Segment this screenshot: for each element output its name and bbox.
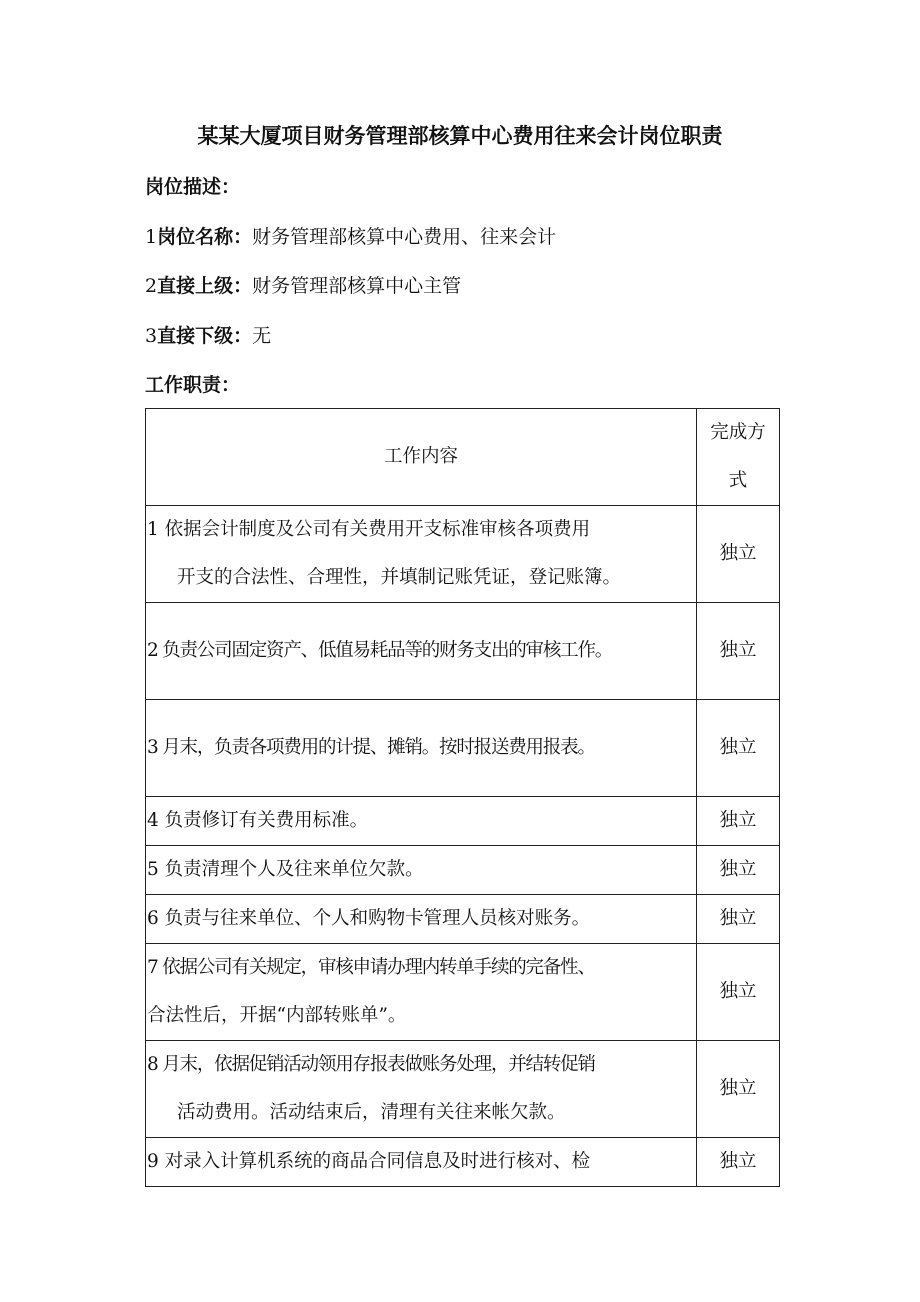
- duty-mode: 独立: [697, 895, 780, 944]
- duty-content: [146, 603, 697, 700]
- duty-mode: 独立: [697, 603, 780, 700]
- info-label: 直接下级：: [157, 325, 253, 347]
- table-row: [146, 700, 780, 797]
- info-number: 2: [145, 275, 158, 297]
- document-title: 某某大厦项目财务管理部核算中心费用往来会计岗位职责: [197, 124, 723, 148]
- info-row-direct-subordinate: [145, 321, 271, 351]
- duty-content: [146, 944, 697, 1041]
- header-work-content: 工作内容: [146, 409, 697, 506]
- info-value: 财务管理部核算中心费用、往来会计: [252, 226, 557, 248]
- table-header-row: [146, 409, 780, 506]
- duty-line: 8 月末，依据促销活动领用存报表做账务处理，并结转促销: [147, 1054, 595, 1075]
- duty-mode: 独立: [697, 846, 780, 895]
- duty-line: 活动费用。活动结束后，清理有关往来帐欠款。: [177, 1102, 566, 1123]
- duty-line: 1 依据会计制度及公司有关费用开支标准审核各项费用: [147, 519, 591, 540]
- table-row: [146, 1138, 780, 1187]
- duty-content: [146, 895, 697, 944]
- duty-mode: 独立: [697, 1041, 780, 1138]
- info-value: 财务管理部核算中心主管: [252, 275, 462, 297]
- info-value: 无: [252, 325, 272, 347]
- header-mode-line2: 式: [728, 470, 748, 491]
- description-heading: 岗位描述：: [145, 176, 241, 198]
- duty-line: 3 月末，负责各项费用的计提、摊销。按时报送费用报表。: [147, 737, 595, 758]
- duty-mode: 独立: [697, 1138, 780, 1187]
- duty-mode: 独立: [697, 797, 780, 846]
- duty-content: [146, 506, 697, 603]
- header-mode-line1: 完成方: [710, 422, 766, 443]
- duty-content: [146, 846, 697, 895]
- table-row: [146, 846, 780, 895]
- duty-line: 9 对录入计算机系统的商品合同信息及时进行核对、检: [147, 1151, 591, 1172]
- duty-mode: 独立: [697, 700, 780, 797]
- duty-content: [146, 797, 697, 846]
- duty-content: [146, 1041, 697, 1138]
- duty-line: 合法性后，开据“内部转账单”。: [147, 1005, 407, 1026]
- duty-mode: 独立: [697, 944, 780, 1041]
- duty-line: 6 负责与往来单位、个人和购物卡管理人员核对账务。: [147, 908, 591, 929]
- duty-line: 5 负责清理个人及往来单位欠款。: [147, 859, 424, 880]
- info-number: 3: [145, 325, 158, 347]
- duty-line: 7 依据公司有关规定，审核申请办理内转单手续的完备性、: [147, 957, 595, 978]
- duty-content: [146, 1138, 697, 1187]
- info-label: 直接上级：: [157, 275, 253, 297]
- table-row: [146, 603, 780, 700]
- table-row: [146, 895, 780, 944]
- table-row: [146, 944, 780, 1041]
- table-row: [146, 797, 780, 846]
- duty-line: 2 负责公司固定资产、低值易耗品等的财务支出的审核工作。: [147, 640, 613, 661]
- table-row: [146, 506, 780, 603]
- duty-line: 开支的合法性、合理性，并填制记账凭证，登记账簿。: [177, 567, 622, 588]
- duty-line: 4 负责修订有关费用标准。: [147, 810, 369, 831]
- duty-content: [146, 700, 697, 797]
- info-label: 岗位名称：: [157, 226, 253, 248]
- info-number: 1: [145, 226, 158, 248]
- table-row: [146, 1041, 780, 1138]
- header-completion-mode: [697, 409, 780, 506]
- duties-table: [145, 408, 780, 1187]
- info-row-position-name: [145, 222, 556, 252]
- info-row-direct-superior: [145, 271, 461, 301]
- duty-mode: 独立: [697, 506, 780, 603]
- duties-heading: 工作职责：: [145, 374, 241, 396]
